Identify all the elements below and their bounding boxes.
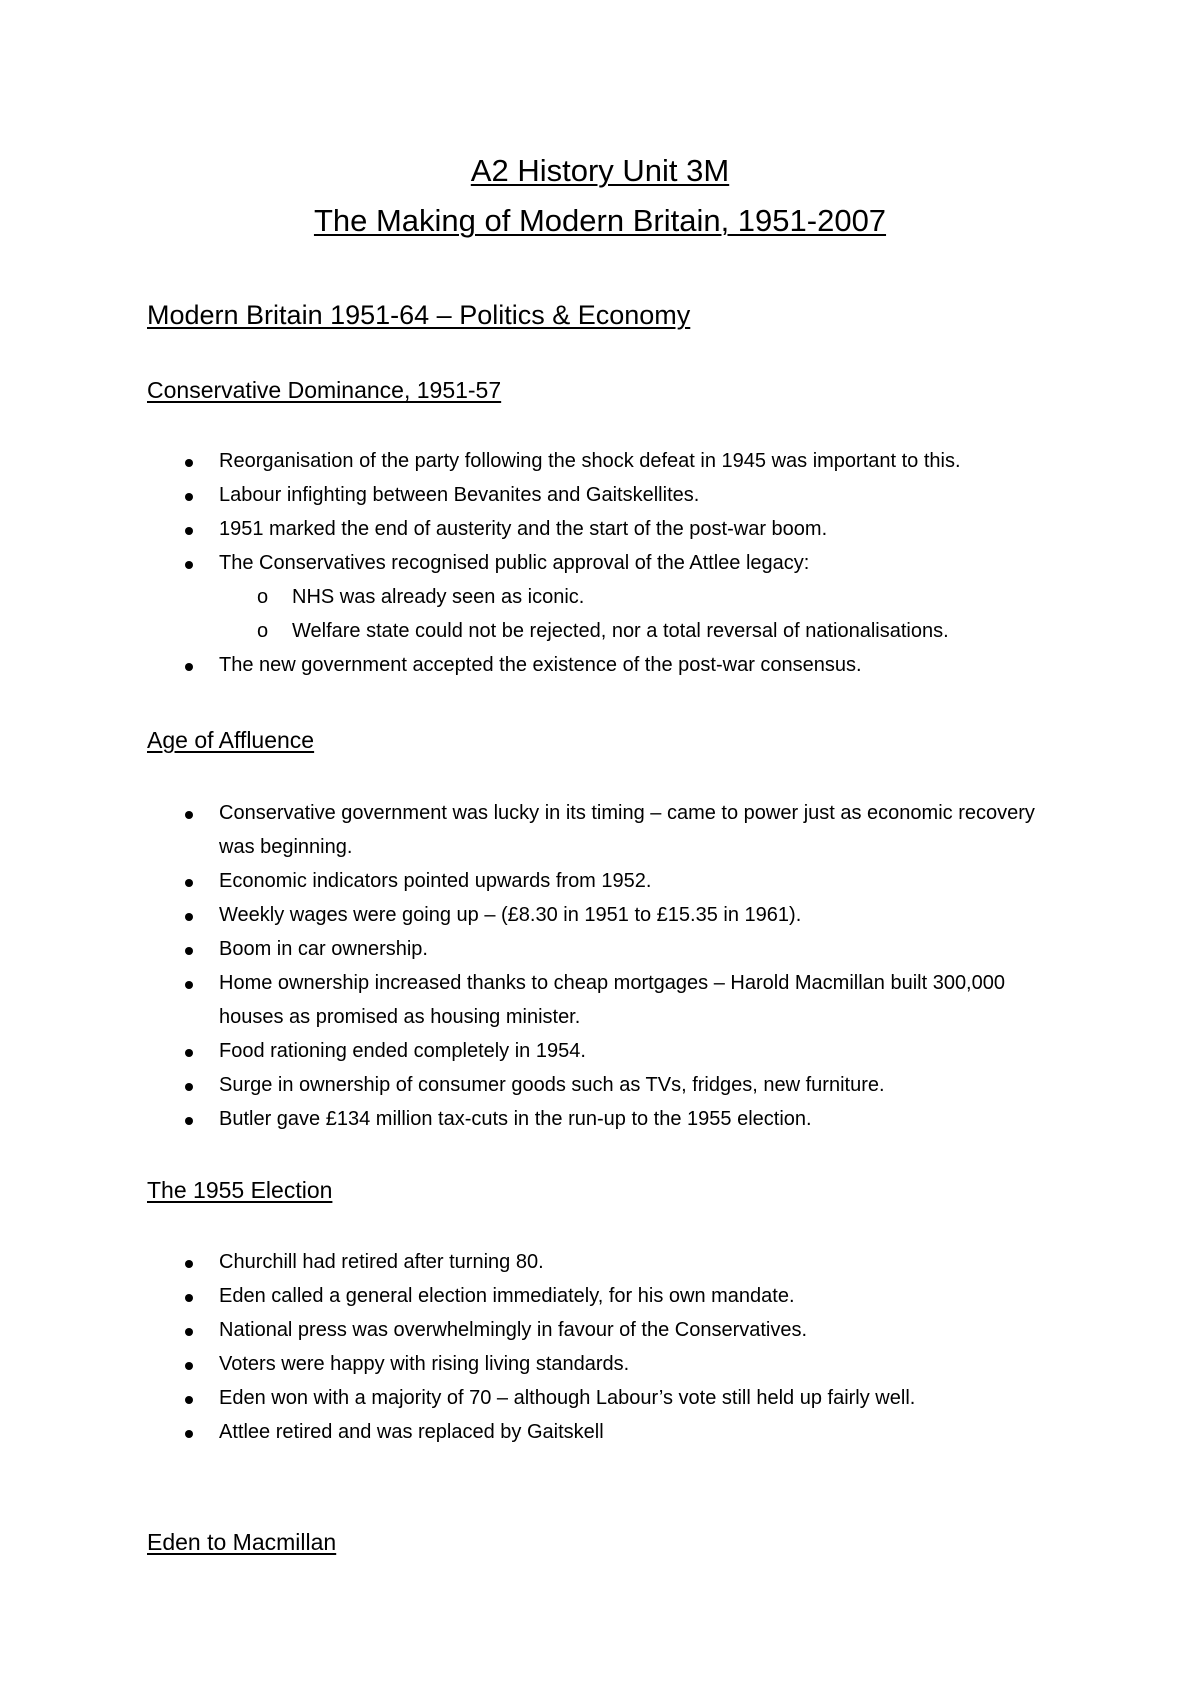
list-item-text: Reorganisation of the party following the shock defeat in 1945 was important to this. xyxy=(219,450,961,472)
list-item-text: 1951 marked the end of austerity and the start of the post-war boom. xyxy=(219,518,828,540)
list-item xyxy=(0,796,1200,864)
list-item xyxy=(0,1347,1200,1381)
bullet-icon xyxy=(185,527,193,535)
subsection-heading-conservative-dominance: Conservative Dominance, 1951-57 xyxy=(147,377,502,403)
bullet-icon xyxy=(185,1049,193,1057)
bullet-icon xyxy=(185,947,193,955)
list-item xyxy=(0,1102,1200,1136)
section-heading: Modern Britain 1951-64 – Politics & Economy xyxy=(147,300,691,330)
list-item xyxy=(0,1279,1200,1313)
list-item-text: Food rationing ended completely in 1954. xyxy=(219,1040,586,1062)
list-item xyxy=(0,1068,1200,1102)
document-subtitle: The Making of Modern Britain, 1951-2007 xyxy=(313,203,887,238)
list-item-text: The new government accepted the existence of the post-war consensus. xyxy=(219,654,862,676)
bullet-icon xyxy=(185,879,193,887)
list-item xyxy=(0,1381,1200,1415)
subsection-heading-eden-to-macmillan: Eden to Macmillan xyxy=(147,1529,337,1555)
list-item-text: The Conservatives recognised public approval of the Attlee legacy: xyxy=(219,552,810,574)
list-item xyxy=(0,444,1200,478)
list-item-text: Welfare state could not be rejected, nor a total reversal of nationalisations. xyxy=(292,620,949,642)
list-item xyxy=(0,512,1200,546)
bullet-icon xyxy=(185,1294,193,1302)
bullet-icon xyxy=(185,1083,193,1091)
list-item xyxy=(0,1313,1200,1347)
bullet-list-age-of-affluence xyxy=(0,796,1200,1136)
list-item-text: Eden won with a majority of 70 – although Labour’s vote still held up fairly well. xyxy=(219,1387,916,1409)
sub-list-item xyxy=(0,580,1200,614)
list-item xyxy=(0,1415,1200,1449)
sub-list-item xyxy=(0,614,1200,648)
bullet-icon xyxy=(185,811,193,819)
list-item-text: Voters were happy with rising living standards. xyxy=(219,1353,630,1375)
list-item-text: Churchill had retired after turning 80. xyxy=(219,1251,544,1273)
bullet-icon xyxy=(185,981,193,989)
bullet-icon xyxy=(185,1430,193,1438)
list-item xyxy=(0,1034,1200,1068)
bullet-icon xyxy=(185,1396,193,1404)
list-item-text: National press was overwhelmingly in favour of the Conservatives. xyxy=(219,1319,808,1341)
list-item-text: Boom in car ownership. xyxy=(219,938,428,960)
list-item xyxy=(0,864,1200,898)
list-item-text: Home ownership increased thanks to cheap mortgages – Harold Macmillan built 300,000 houses as promised as housing minister. xyxy=(219,972,1005,1028)
bullet-icon xyxy=(185,561,193,569)
list-item xyxy=(0,546,1200,580)
list-item xyxy=(0,1245,1200,1279)
list-item-text: NHS was already seen as iconic. xyxy=(292,586,585,608)
list-item-text: Eden called a general election immediately, for his own mandate. xyxy=(219,1285,795,1307)
bullet-icon xyxy=(185,1117,193,1125)
bullet-list-1955-election xyxy=(0,1245,1200,1449)
list-item-text: Labour infighting between Bevanites and Gaitskellites. xyxy=(219,484,700,506)
list-item-text: Surge in ownership of consumer goods such as TVs, fridges, new furniture. xyxy=(219,1074,885,1096)
sub-bullet-marker: o xyxy=(257,586,269,608)
list-item xyxy=(0,966,1200,1034)
bullet-icon xyxy=(185,663,193,671)
list-item xyxy=(0,648,1200,682)
list-item-text: Attlee retired and was replaced by Gaitskell xyxy=(219,1421,604,1443)
bullet-icon xyxy=(185,459,193,467)
list-item xyxy=(0,898,1200,932)
list-item-text: Weekly wages were going up – (£8.30 in 1951 to £15.35 in 1961). xyxy=(219,904,802,926)
subsection-heading-age-of-affluence: Age of Affluence xyxy=(147,727,315,753)
bullet-icon xyxy=(185,1260,193,1268)
sub-bullet-marker: o xyxy=(257,620,269,642)
list-item-text: Economic indicators pointed upwards from 1952. xyxy=(219,870,652,892)
bullet-list-conservative-dominance xyxy=(0,444,1200,682)
list-item-text: Conservative government was lucky in its timing – came to power just as economic recovery was beginning. xyxy=(219,802,1035,858)
subsection-heading-1955-election: The 1955 Election xyxy=(147,1177,333,1203)
list-item-text: Butler gave £134 million tax-cuts in the run-up to the 1955 election. xyxy=(219,1108,812,1130)
bullet-icon xyxy=(185,1362,193,1370)
bullet-icon xyxy=(185,493,193,501)
bullet-icon xyxy=(185,1328,193,1336)
list-item xyxy=(0,932,1200,966)
list-item xyxy=(0,478,1200,512)
bullet-icon xyxy=(185,913,193,921)
document-title: A2 History Unit 3M xyxy=(470,153,730,188)
